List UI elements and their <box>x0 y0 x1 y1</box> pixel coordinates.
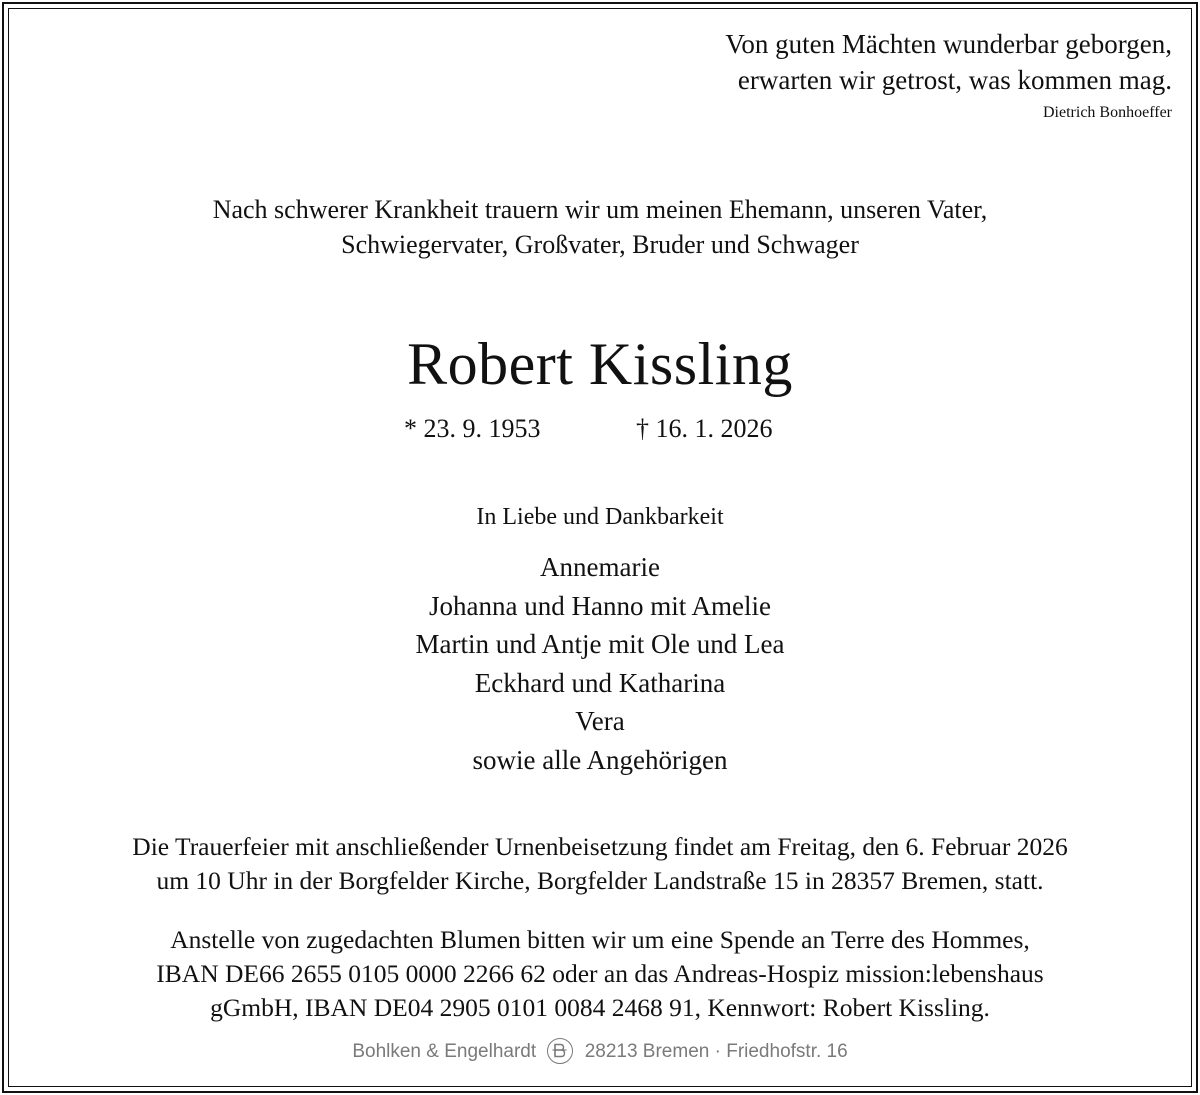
donation-line-1: Anstelle von zugedachten Blumen bitten wir um eine Spende an Terre des Hommes, <box>170 925 1030 954</box>
donation-line-3: gGmbH, IBAN DE04 2905 0101 0084 2468 91, Kennwort: Robert Kissling. <box>210 993 990 1022</box>
ceremony-line-2: um 10 Uhr in der Borgfelder Kirche, Borgfelder Landstraße 15 in 28357 Bremen, statt. <box>156 866 1044 895</box>
ceremony-line-1: Die Trauerfeier mit anschließender Urnenbeisetzung findet am Freitag, den 6. Februar 2026 <box>132 832 1068 861</box>
mourner-name: Martin und Antje mit Ole und Lea <box>415 629 785 659</box>
quote-line-2: erwarten wir getrost, was kommen mag. <box>737 65 1172 95</box>
funeral-home-footer <box>0 1038 1200 1064</box>
be-monogram-icon <box>547 1038 573 1064</box>
birth-date: * 23. 9. 1953 <box>404 414 541 443</box>
intro-line-1: Nach schwerer Krankheit trauern wir um meinen Ehemann, unseren Vater, <box>212 195 988 224</box>
funeral-home-address: 28213 Bremen · Friedhofstr. 16 <box>584 1041 848 1062</box>
funeral-home-name: Bohlken & Engelhardt <box>352 1041 537 1062</box>
quote-author: Dietrich Bonhoeffer <box>1043 104 1172 121</box>
mourner-name: Vera <box>575 706 625 736</box>
quote-line-1: Von guten Mächten wunderbar geborgen, <box>725 29 1172 59</box>
deceased-name: Robert Kissling <box>407 331 793 397</box>
mourner-name: Annemarie <box>540 552 660 582</box>
intro-line-2: Schwiegervater, Großvater, Bruder und Schwager <box>341 230 859 259</box>
mourners-heading: In Liebe und Dankbarkeit <box>476 504 724 530</box>
mourner-name: Eckhard und Katharina <box>474 668 726 698</box>
death-date: † 16. 1. 2026 <box>636 414 773 443</box>
mourner-name: sowie alle Angehörigen <box>472 745 728 775</box>
mourner-name: Johanna und Hanno mit Amelie <box>429 591 771 621</box>
donation-line-2: IBAN DE66 2655 0105 0000 2266 62 oder an das Andreas-Hospiz mission:lebenshaus <box>156 959 1044 988</box>
